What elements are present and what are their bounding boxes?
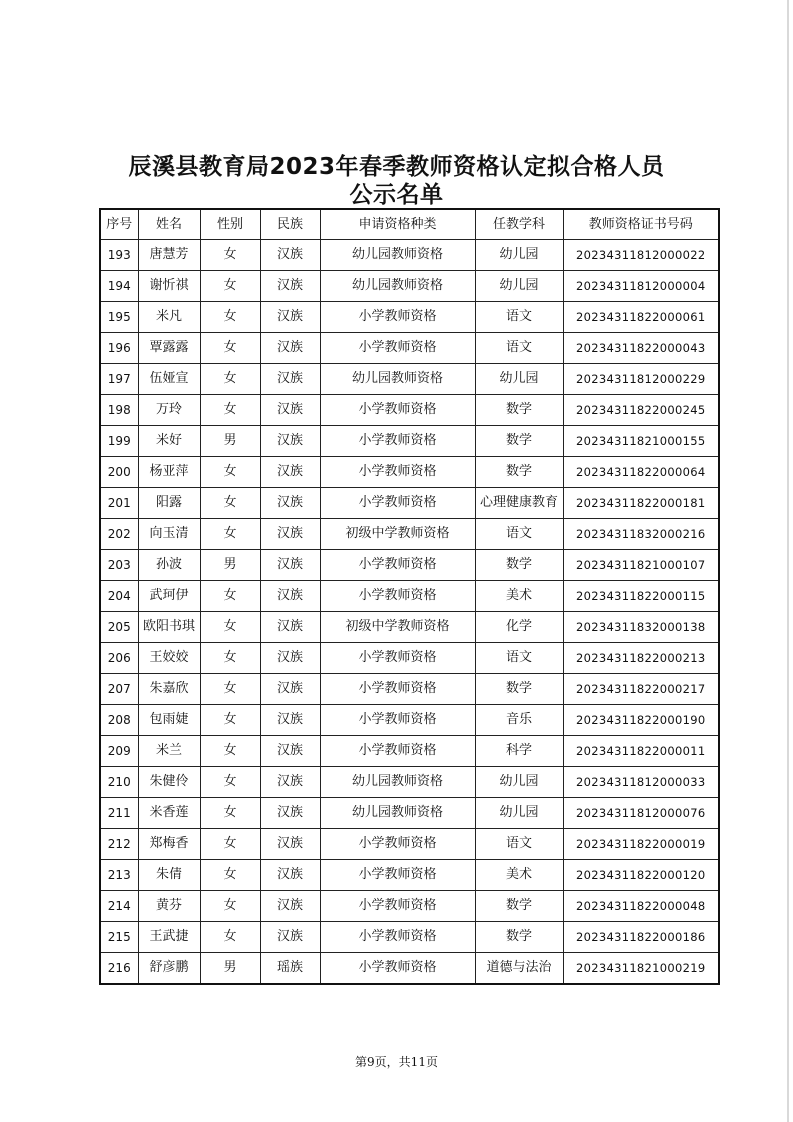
cell-name: 米兰 [138,736,200,767]
cell-qualification-type: 幼儿园教师资格 [320,767,475,798]
cell-certificate-number: 20234311822000120 [563,860,719,891]
cell-ethnicity: 汉族 [260,705,320,736]
cell-seq: 199 [100,426,138,457]
cell-seq: 194 [100,271,138,302]
cell-subject: 美术 [475,860,563,891]
cell-ethnicity: 汉族 [260,612,320,643]
header-subject: 任教学科 [475,209,563,240]
table-row [100,426,719,457]
table-row [100,364,719,395]
cell-gender: 女 [200,829,260,860]
cell-certificate-number: 20234311821000155 [563,426,719,457]
cell-gender: 女 [200,364,260,395]
cell-seq: 206 [100,643,138,674]
table-row [100,395,719,426]
cell-name: 米凡 [138,302,200,333]
cell-ethnicity: 汉族 [260,395,320,426]
cell-name: 谢忻祺 [138,271,200,302]
table-row [100,705,719,736]
cell-subject: 语文 [475,302,563,333]
cell-certificate-number: 20234311822000048 [563,891,719,922]
cell-name: 欧阳书琪 [138,612,200,643]
cell-ethnicity: 汉族 [260,829,320,860]
cell-ethnicity: 汉族 [260,519,320,550]
cell-gender: 女 [200,674,260,705]
header-qualification-type: 申请资格种类 [320,209,475,240]
cell-gender: 男 [200,953,260,985]
header-gender: 性别 [200,209,260,240]
cell-subject: 幼儿园 [475,271,563,302]
cell-ethnicity: 汉族 [260,767,320,798]
cell-seq: 212 [100,829,138,860]
cell-gender: 女 [200,860,260,891]
cell-gender: 男 [200,426,260,457]
cell-subject: 数学 [475,891,563,922]
cell-name: 朱健伶 [138,767,200,798]
cell-seq: 197 [100,364,138,395]
cell-name: 朱倩 [138,860,200,891]
cell-name: 黄芬 [138,891,200,922]
cell-certificate-number: 20234311822000019 [563,829,719,860]
header-certificate-number: 教师资格证书号码 [563,209,719,240]
cell-seq: 216 [100,953,138,985]
cell-subject: 音乐 [475,705,563,736]
table-row [100,519,719,550]
cell-ethnicity: 汉族 [260,798,320,829]
table-row [100,240,719,271]
cell-certificate-number: 20234311822000043 [563,333,719,364]
table-row [100,488,719,519]
table-row [100,581,719,612]
cell-ethnicity: 汉族 [260,674,320,705]
header-name: 姓名 [138,209,200,240]
cell-gender: 女 [200,457,260,488]
cell-name: 包雨婕 [138,705,200,736]
cell-seq: 213 [100,860,138,891]
table-row [100,860,719,891]
cell-certificate-number: 20234311822000186 [563,922,719,953]
cell-gender: 女 [200,643,260,674]
cell-subject: 数学 [475,550,563,581]
cell-subject: 数学 [475,426,563,457]
cell-ethnicity: 汉族 [260,550,320,581]
cell-ethnicity: 汉族 [260,457,320,488]
cell-seq: 205 [100,612,138,643]
cell-gender: 男 [200,550,260,581]
cell-certificate-number: 20234311822000061 [563,302,719,333]
cell-certificate-number: 20234311822000190 [563,705,719,736]
document-title: 辰溪县教育局2023年春季教师资格认定拟合格人员 [128,154,665,180]
cell-ethnicity: 汉族 [260,488,320,519]
cell-subject: 语文 [475,643,563,674]
cell-certificate-number: 20234311822000245 [563,395,719,426]
cell-qualification-type: 小学教师资格 [320,705,475,736]
cell-seq: 200 [100,457,138,488]
table-row [100,798,719,829]
cell-certificate-number: 20234311822000115 [563,581,719,612]
cell-gender: 女 [200,612,260,643]
cell-subject: 数学 [475,674,563,705]
cell-ethnicity: 汉族 [260,922,320,953]
cell-seq: 207 [100,674,138,705]
table-row [100,457,719,488]
cell-gender: 女 [200,271,260,302]
cell-qualification-type: 小学教师资格 [320,643,475,674]
cell-subject: 科学 [475,736,563,767]
cell-seq: 214 [100,891,138,922]
cell-subject: 数学 [475,457,563,488]
cell-subject: 化学 [475,612,563,643]
cell-certificate-number: 20234311822000217 [563,674,719,705]
cell-seq: 193 [100,240,138,271]
cell-subject: 幼儿园 [475,240,563,271]
cell-qualification-type: 小学教师资格 [320,302,475,333]
cell-subject: 美术 [475,581,563,612]
cell-ethnicity: 汉族 [260,302,320,333]
cell-ethnicity: 汉族 [260,891,320,922]
cell-name: 王姣姣 [138,643,200,674]
cell-seq: 208 [100,705,138,736]
cell-gender: 女 [200,395,260,426]
table-row [100,674,719,705]
cell-name: 米香莲 [138,798,200,829]
cell-certificate-number: 20234311832000216 [563,519,719,550]
cell-name: 朱嘉欣 [138,674,200,705]
cell-qualification-type: 幼儿园教师资格 [320,240,475,271]
cell-qualification-type: 小学教师资格 [320,922,475,953]
cell-seq: 195 [100,302,138,333]
cell-name: 阳露 [138,488,200,519]
cell-certificate-number: 20234311812000022 [563,240,719,271]
table-row [100,767,719,798]
cell-subject: 语文 [475,829,563,860]
cell-subject: 心理健康教育 [475,488,563,519]
header-seq: 序号 [100,209,138,240]
cell-ethnicity: 汉族 [260,240,320,271]
cell-certificate-number: 20234311822000064 [563,457,719,488]
cell-seq: 196 [100,333,138,364]
cell-certificate-number: 20234311812000033 [563,767,719,798]
cell-name: 米好 [138,426,200,457]
page-footer: 第9页，共11页 [355,1055,438,1069]
cell-qualification-type: 幼儿园教师资格 [320,271,475,302]
table-row [100,829,719,860]
cell-ethnicity: 汉族 [260,581,320,612]
cell-qualification-type: 小学教师资格 [320,550,475,581]
cell-qualification-type: 小学教师资格 [320,953,475,985]
cell-gender: 女 [200,519,260,550]
cell-qualification-type: 小学教师资格 [320,736,475,767]
cell-ethnicity: 汉族 [260,426,320,457]
cell-seq: 204 [100,581,138,612]
cell-qualification-type: 幼儿园教师资格 [320,798,475,829]
cell-subject: 幼儿园 [475,798,563,829]
cell-seq: 210 [100,767,138,798]
cell-gender: 女 [200,240,260,271]
cell-seq: 203 [100,550,138,581]
cell-qualification-type: 小学教师资格 [320,457,475,488]
cell-gender: 女 [200,922,260,953]
cell-ethnicity: 汉族 [260,333,320,364]
cell-name: 唐慧芳 [138,240,200,271]
cell-name: 覃露露 [138,333,200,364]
cell-name: 孙波 [138,550,200,581]
cell-ethnicity: 汉族 [260,860,320,891]
cell-name: 伍娅宣 [138,364,200,395]
cell-certificate-number: 20234311812000229 [563,364,719,395]
table-row [100,922,719,953]
table-row [100,550,719,581]
header-ethnicity: 民族 [260,209,320,240]
cell-gender: 女 [200,767,260,798]
cell-seq: 211 [100,798,138,829]
cell-qualification-type: 小学教师资格 [320,333,475,364]
table-row [100,333,719,364]
table-header-row [100,209,719,240]
cell-certificate-number: 20234311821000107 [563,550,719,581]
cell-gender: 女 [200,705,260,736]
table-row [100,302,719,333]
table-row [100,736,719,767]
cell-certificate-number: 20234311821000219 [563,953,719,985]
cell-ethnicity: 汉族 [260,364,320,395]
cell-gender: 女 [200,333,260,364]
table-row [100,891,719,922]
cell-qualification-type: 小学教师资格 [320,829,475,860]
cell-qualification-type: 小学教师资格 [320,860,475,891]
table-row [100,953,719,985]
cell-qualification-type: 初级中学教师资格 [320,612,475,643]
candidate-table [99,208,720,985]
cell-subject: 道德与法治 [475,953,563,985]
table-row [100,643,719,674]
cell-qualification-type: 小学教师资格 [320,581,475,612]
cell-subject: 语文 [475,519,563,550]
cell-subject: 幼儿园 [475,767,563,798]
cell-ethnicity: 汉族 [260,271,320,302]
cell-seq: 215 [100,922,138,953]
cell-certificate-number: 20234311822000213 [563,643,719,674]
cell-qualification-type: 小学教师资格 [320,395,475,426]
document-subtitle: 公示名单 [349,182,444,208]
cell-subject: 数学 [475,395,563,426]
cell-gender: 女 [200,891,260,922]
cell-qualification-type: 幼儿园教师资格 [320,364,475,395]
cell-qualification-type: 小学教师资格 [320,674,475,705]
cell-gender: 女 [200,302,260,333]
cell-name: 郑梅香 [138,829,200,860]
cell-name: 万玲 [138,395,200,426]
table-body [100,240,719,985]
cell-certificate-number: 20234311822000181 [563,488,719,519]
cell-qualification-type: 小学教师资格 [320,891,475,922]
cell-seq: 202 [100,519,138,550]
cell-seq: 198 [100,395,138,426]
cell-qualification-type: 小学教师资格 [320,488,475,519]
cell-name: 武珂伊 [138,581,200,612]
table-row [100,271,719,302]
cell-subject: 语文 [475,333,563,364]
cell-name: 向玉清 [138,519,200,550]
cell-certificate-number: 20234311832000138 [563,612,719,643]
cell-name: 杨亚萍 [138,457,200,488]
cell-ethnicity: 汉族 [260,736,320,767]
cell-qualification-type: 小学教师资格 [320,426,475,457]
cell-name: 舒彦鹏 [138,953,200,985]
cell-gender: 女 [200,488,260,519]
cell-qualification-type: 初级中学教师资格 [320,519,475,550]
cell-name: 王武捷 [138,922,200,953]
cell-gender: 女 [200,798,260,829]
cell-seq: 209 [100,736,138,767]
cell-gender: 女 [200,736,260,767]
cell-subject: 数学 [475,922,563,953]
table-row [100,612,719,643]
cell-ethnicity: 汉族 [260,643,320,674]
cell-subject: 幼儿园 [475,364,563,395]
cell-gender: 女 [200,581,260,612]
cell-certificate-number: 20234311812000004 [563,271,719,302]
cell-certificate-number: 20234311812000076 [563,798,719,829]
cell-seq: 201 [100,488,138,519]
cell-ethnicity: 瑶族 [260,953,320,985]
cell-certificate-number: 20234311822000011 [563,736,719,767]
